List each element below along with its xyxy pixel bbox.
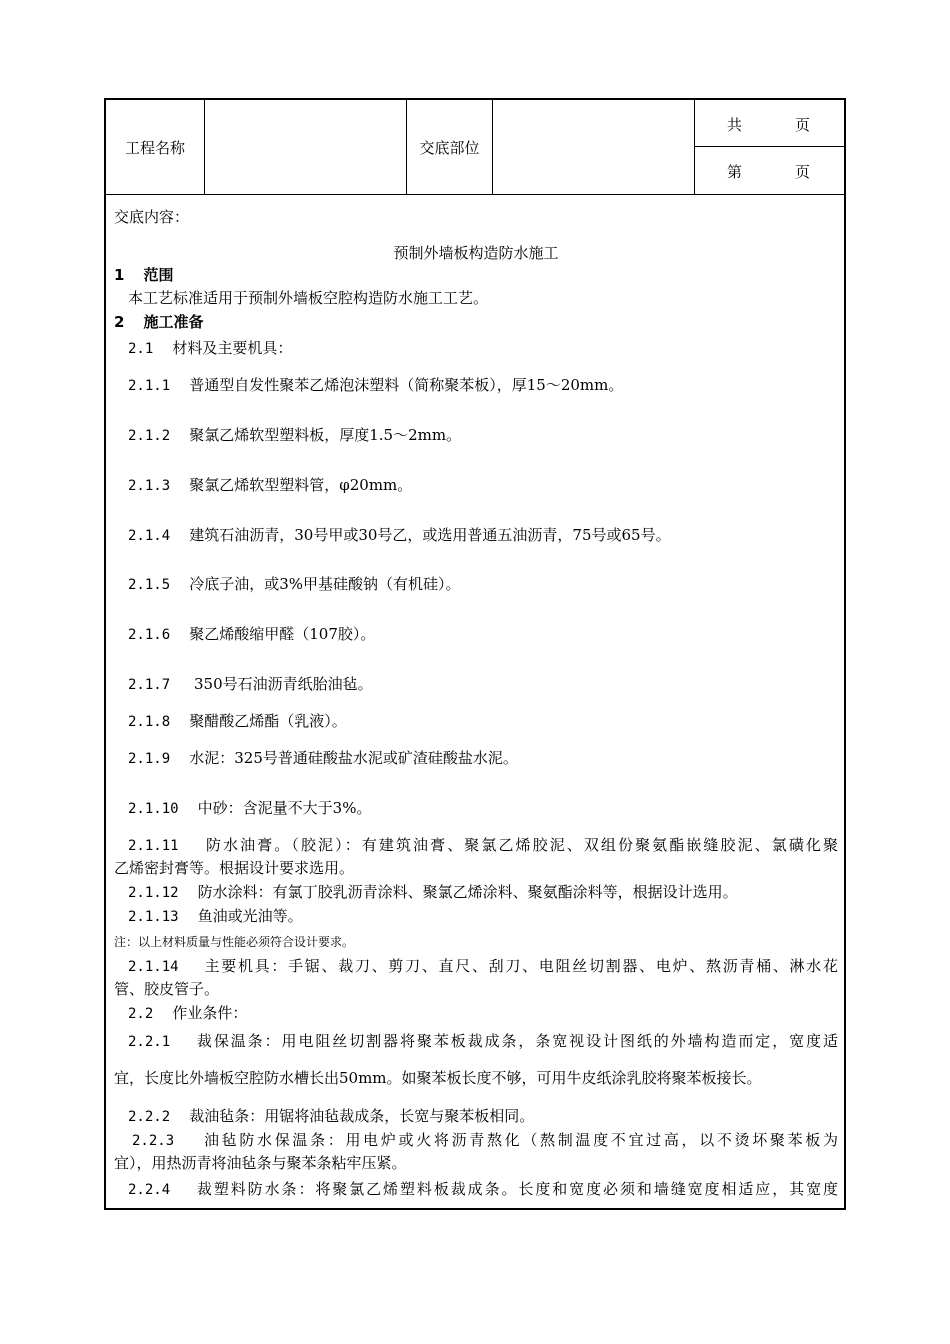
disclosure-form [104, 98, 846, 1210]
location-value [493, 100, 695, 194]
intro-label: 交底内容： [114, 208, 190, 226]
document-title: 预制外墙板构造防水施工 [393, 244, 559, 262]
list-item: 2.1.1 普通型自发性聚苯乙烯泡沫塑料（简称聚苯板），厚15～20mm。 [128, 376, 624, 394]
list-item: 2.1.8 聚醋酸乙烯酯（乳液）。 [128, 712, 347, 730]
page-count-cell [695, 100, 844, 194]
item-2-1-11: 2.1.11 防水油膏。（胶泥）：有建筑油膏、聚氯乙烯胶泥、双组份聚氨酯嵌缝胶泥、氯磺化聚 [128, 836, 838, 854]
list-item: 2.1.3 聚氯乙烯软型塑料管，φ20mm。 [128, 476, 413, 494]
item-2-1-12: 2.1.12 防水涂料：有氯丁胶乳沥青涂料、聚氯乙烯涂料、聚氨酯涂料等，根据设计选用。 [128, 883, 738, 901]
item-2-1-14-cont: 管、胶皮管子。 [114, 980, 220, 998]
total-pages: 共 页 [695, 100, 844, 147]
item-2-2-3-cont: 宜），用热沥青将油毡条与聚苯条粘牢压紧。 [114, 1154, 407, 1172]
item-2-1-13: 2.1.13 鱼油或光油等。 [128, 907, 303, 925]
section-1-heading: 1 范围 [114, 266, 174, 284]
list-item: 2.1.2 聚氯乙烯软型塑料板，厚度1.5～2mm。 [128, 426, 462, 444]
item-2-1-11-cont: 乙烯密封膏等。根据设计要求选用。 [114, 859, 355, 877]
location-label: 交底部位 [407, 100, 493, 194]
section-2-1-heading: 2.1 材料及主要机具： [128, 339, 293, 357]
item-2-2-3: 2.2.3 油毡防水保温条：用电炉或火将沥青熬化（熬制温度不宜过高，以不烫坏聚苯板为 [132, 1131, 838, 1149]
project-name-value [205, 100, 407, 194]
materials-note: 注：以上材料质量与性能必须符合设计要求。 [114, 935, 355, 949]
item-2-2-1: 2.2.1 裁保温条：用电阻丝切割器将聚苯板裁成条，条宽视设计图纸的外墙构造而定，宽度适 [128, 1032, 838, 1050]
list-item: 2.1.4 建筑石油沥青，30号甲或30号乙，或选用普通五油沥青，75号或65号。 [128, 526, 671, 544]
list-item: 2.1.9 水泥：325号普通硅酸盐水泥或矿渣硅酸盐水泥。 [128, 749, 518, 767]
section-2-heading: 2 施工准备 [114, 313, 204, 331]
page-number: 第 页 [727, 163, 811, 181]
list-item: 2.1.7 350号石油沥青纸胎油毡。 [128, 675, 373, 693]
list-item: 2.1.5 冷底子油，或3%甲基硅酸钠（有机硅）。 [128, 575, 461, 593]
item-2-2-1-cont: 宜，长度比外墙板空腔防水槽长出50mm。如聚苯板长度不够，可用牛皮纸涂乳胶将聚苯板接长。 [114, 1069, 762, 1087]
project-name-label: 工程名称 [106, 100, 205, 194]
list-item: 2.1.10 中砂：含泥量不大于3%。 [128, 799, 372, 817]
form-header [106, 100, 844, 195]
section-2-2-heading: 2.2 作业条件： [128, 1004, 248, 1022]
list-item: 2.1.6 聚乙烯酸缩甲醛（107胶）。 [128, 625, 376, 643]
item-2-1-14: 2.1.14 主要机具：手锯、裁刀、剪刀、直尺、刮刀、电阻丝切割器、电炉、熬沥青桶、淋水花 [128, 957, 838, 975]
item-2-2-4: 2.2.4 裁塑料防水条：将聚氯乙烯塑料板裁成条。长度和宽度必须和墙缝宽度相适应，其宽度 [128, 1180, 838, 1198]
section-1-text: 本工艺标准适用于预制外墙板空腔构造防水施工工艺。 [128, 289, 489, 307]
item-2-2-2: 2.2.2 裁油毡条：用锯将油毡裁成条，长宽与聚苯板相同。 [128, 1107, 535, 1125]
